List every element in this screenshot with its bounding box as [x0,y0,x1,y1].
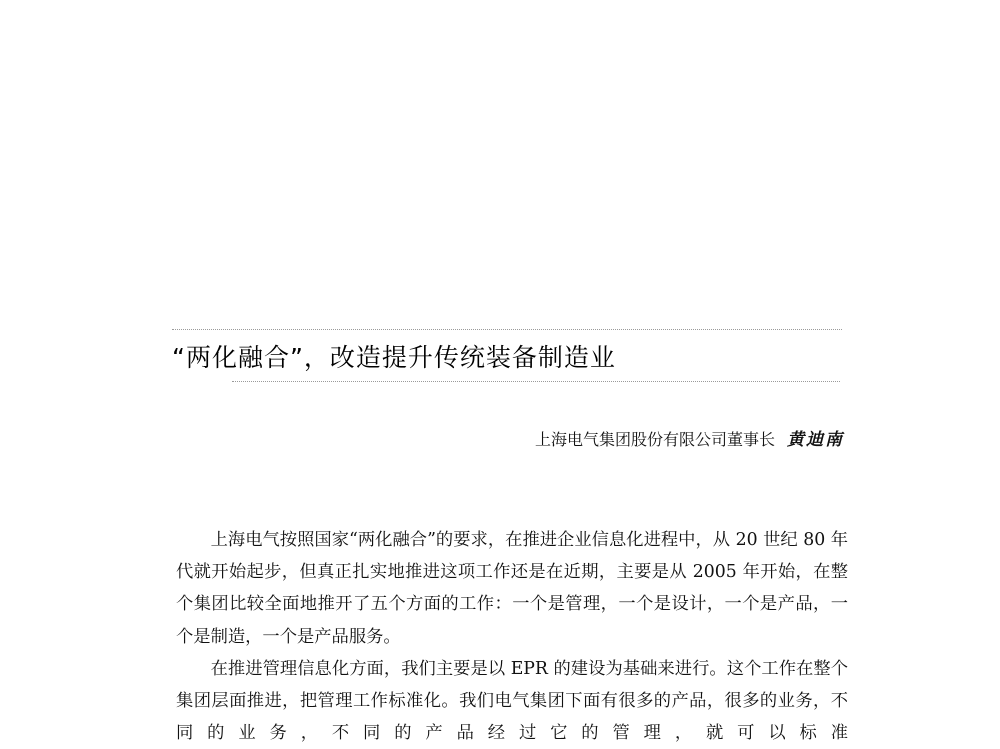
article-title: “两化融合”，改造提升传统装备制造业 [172,343,616,372]
paragraph: 在推进管理信息化方面，我们主要是以 EPR 的建设为基础来进行。这个工作在整个集团层面推进，把管理工作标准化。我们电气集团下面有很多的产品，很多的业务，不同的业务，不同的产品经过它的管理，就可以标准 [176,658,848,744]
article-body [176,524,848,749]
title-bottom-rule [232,381,840,382]
paragraph: 上海电气按照国家“两化融合”的要求，在推进企业信息化进程中，从 20 世纪 80 年代就开始起步，但真正扎实地推进这项工作还是在近期，主要是从 2005 年开始，在整个集团比较全面地推开了五个方面的工作：一个是管理，一个是设计，一个是产品，一个是制造，一个是产品服务。 [176,530,848,647]
author-name: 黄迪南 [787,430,844,450]
author-affiliation: 上海电气集团股份有限公司董事长 [534,430,775,449]
byline [535,425,844,450]
title-top-rule [172,329,842,330]
